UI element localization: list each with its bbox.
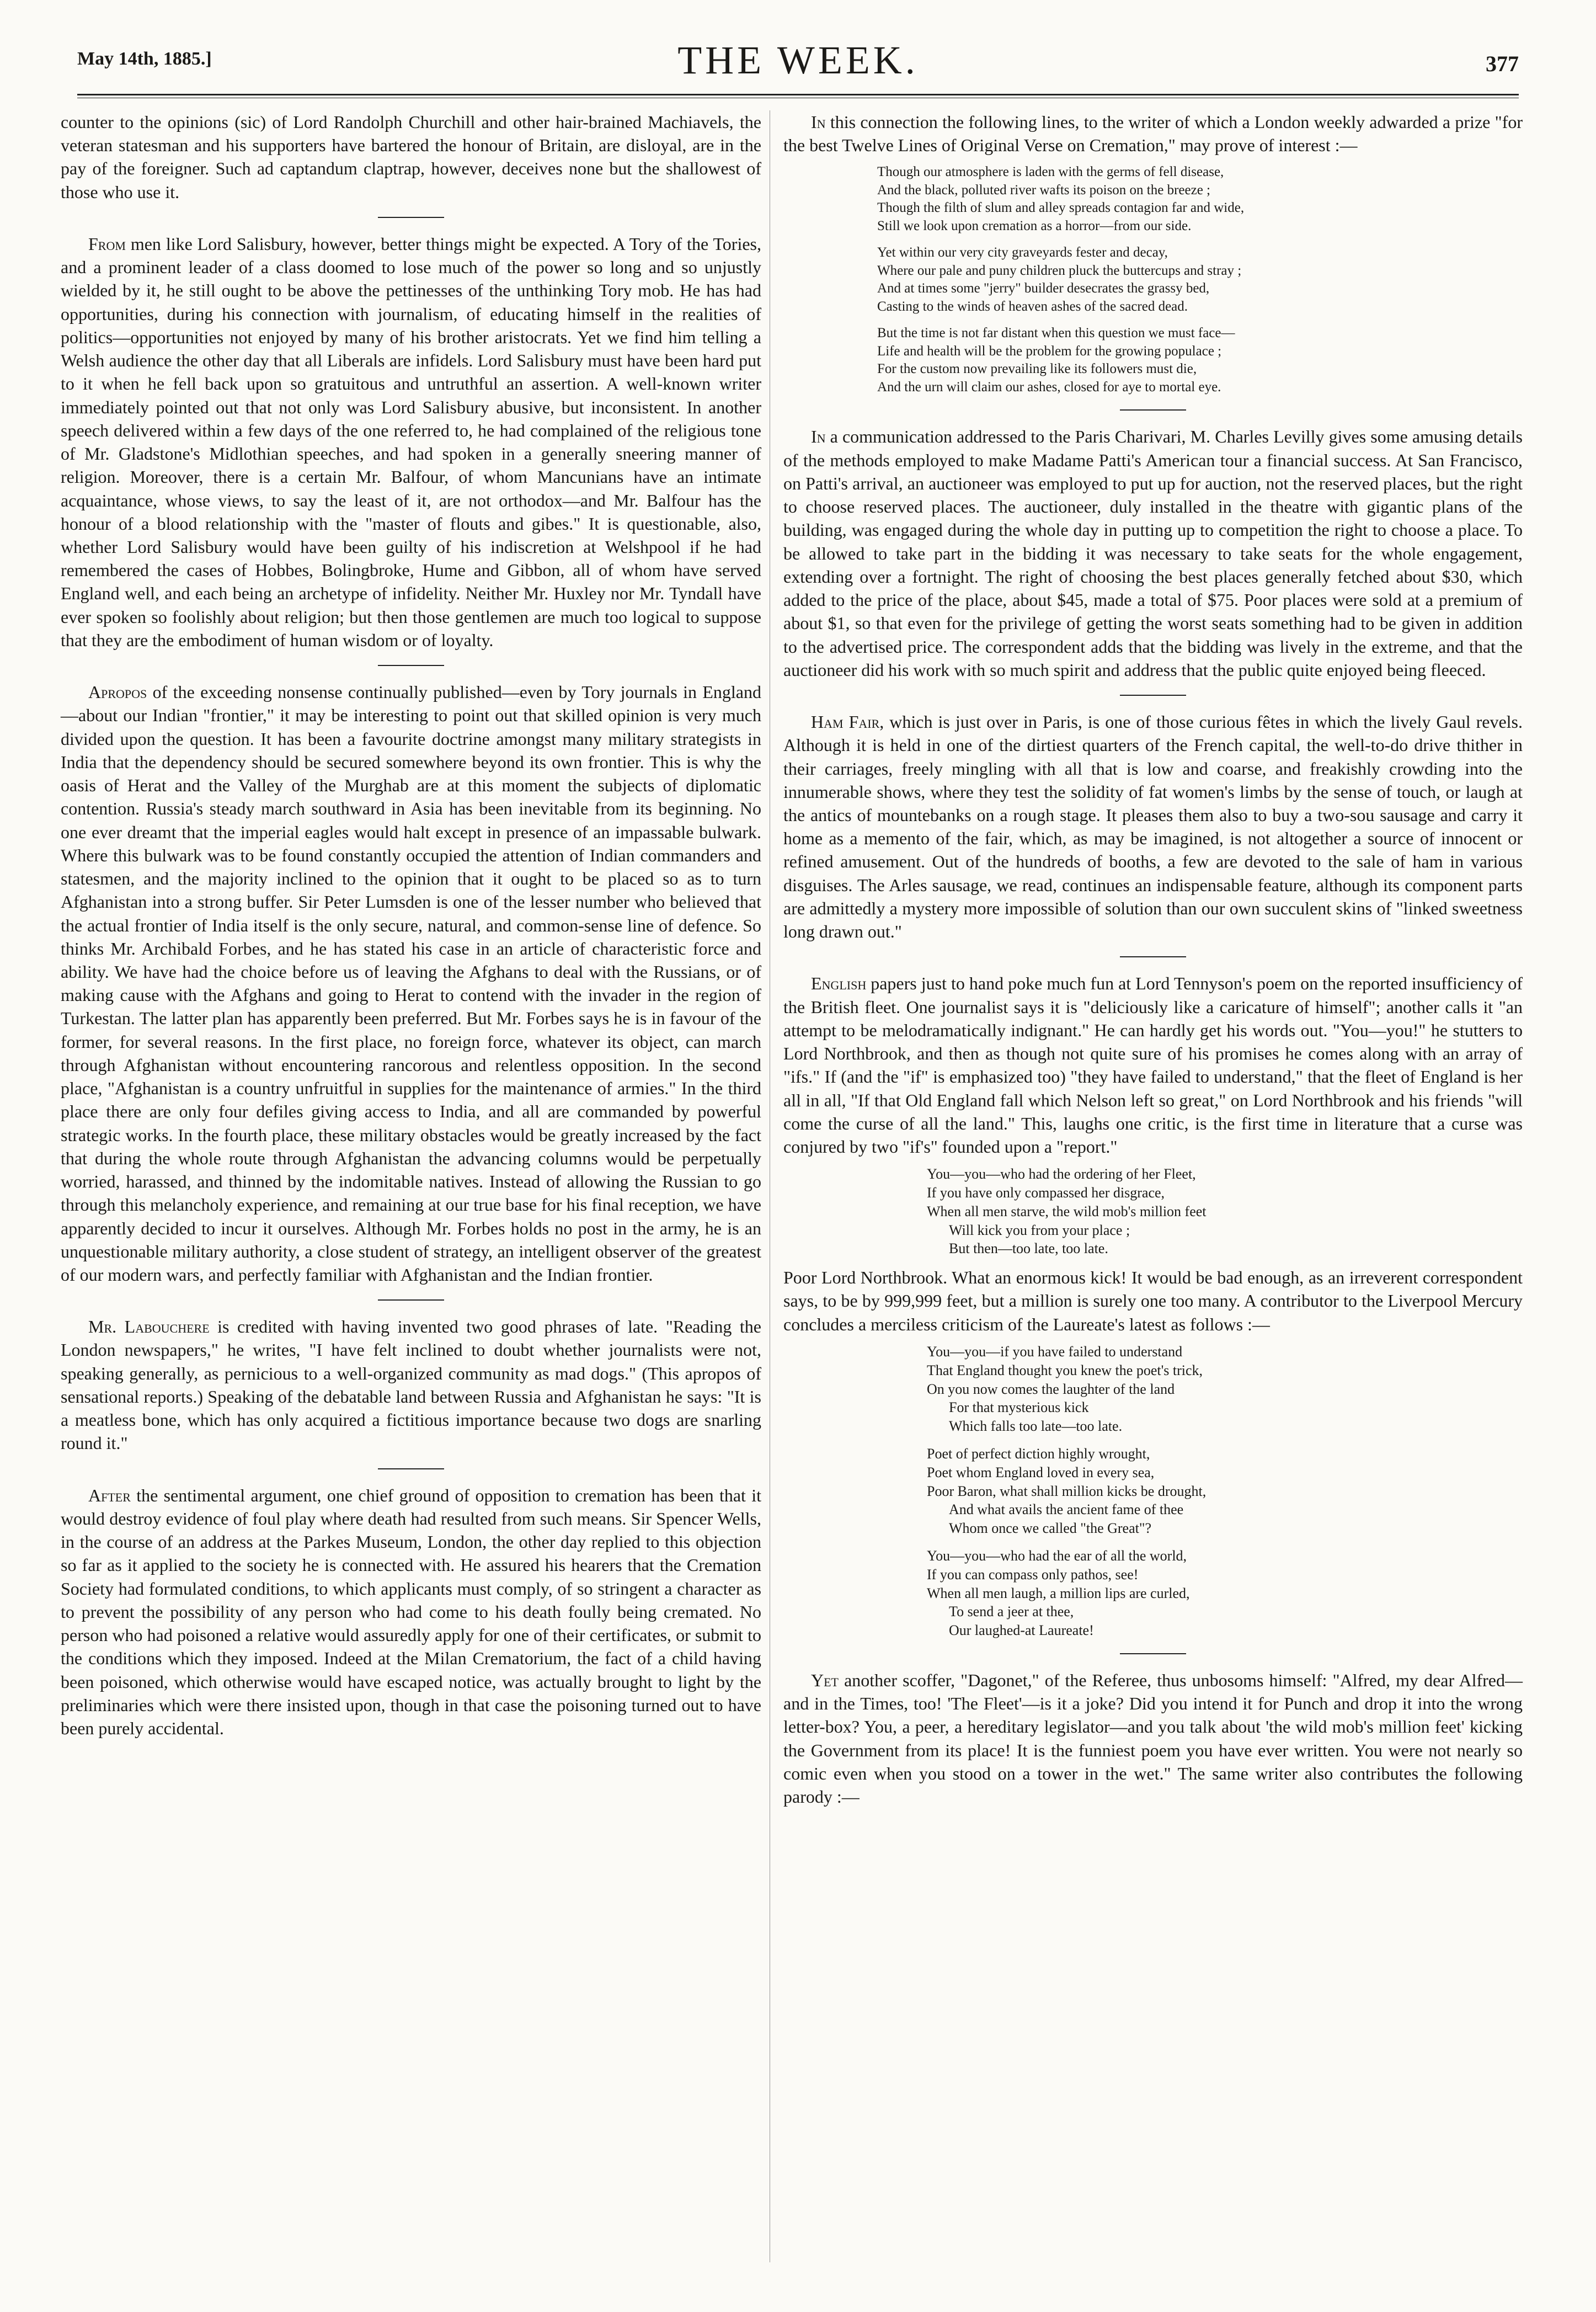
poem-line: When all men starve, the wild mob's million feet [927,1203,1207,1219]
lead-word: In [811,112,826,132]
page-number: 377 [1486,51,1519,76]
article-ham-fair [783,710,1523,943]
poem-line: On you now comes the laughter of the land [927,1381,1175,1397]
lead-word: Yet [811,1670,839,1690]
poem-stanza [927,1547,1523,1640]
article-body: of the exceeding nonsense continually published—even by Tory journals in England—about our Indian "frontier," it may be interesting to point out that skilled opinion is very much divided upon the question. It has been a favourite doctrine amongst many military strategists in India that the dependency should be secured somewhere beyond its own frontier. This is why the oasis of Herat and the Valley of the Murghab are at this moment the subjects of diplomatic contention. Russia's steady march southward in Asia has been inevitable from its beginning. No one ever dreamt that the imperial eagles would halt except in presence of an impassable bulwark. Where this bulwark was to be found constantly occupied the attention of Indian commanders and statesmen, and the majority inclined to the opinion that it ought to be placed so as to turn Afghanistan into a strong buffer. Sir Peter Lumsden is one of the lesser number who believed that the actual frontier of India itself is the only secure, natural, and common-sense line of defence. So thinks Mr. Archibald Forbes, and he has stated his case in an article of characteristic force and ability. We have had the choice before us of leaving the Afghans to deal with the Russians, or of making cause with the Afghans and going to Herat to contend with the invader in the region of Turkestan. The latter plan has apparently been preferred. But Mr. Forbes says he is in favour of the former, for several reasons. In the first place, no foreign force, whatever its object, can march through Afghanistan without encountering rancorous and relentless opposition. In the second place, "Afghanistan is a country unfruitful in supplies for the maintenance of armies." In the third place there are only four defiles giving access to India, and all are commanded by powerful strategic works. In the fourth place, these military obstacles would be greatly increased by the fact that during the whole route through Afghanistan the advancing columns would be perpetually worried, harassed, and thinned by the indomitable natives. Instead of allowing the Russian to go through this melancholy experience, and remaining at our true base for his final reception, we have apparently decided to incur it ourselves. Although Mr. Forbes holds no post in the army, he is an unquestionable military authority, a close student of strategy, an intelligent observer of the greatest of our modern wars, and perfectly familiar with Afghanistan and the Indian frontier. [61,682,761,1285]
lead-word: English [811,973,867,994]
article-body: is credited with having invented two good phrases of late. "Reading the London newspapers," he writes, "I have felt inclined to doubt whether journalists were not, speaking generally, as pernicious to a well-organized community as mad dogs." (This apropos of sensational reports.) Speaking of the debatable land between Russia and Afghanistan he says: "It is a meatless bone, which has only acquired a fictitious importance because two dogs are snarling round it." [61,1317,761,1453]
article-continuation: counter to the opinions (sic) of Lord Randolph Churchill and other hair-brained Machiavels, the veteran statesman and his supporters have bartered the honour of Britain, are disloyal, are in the pay of the foreigner. Such ad captandum claptrap, however, deceives none but the shallowest of those who use it. [61,112,761,202]
section-separator [378,665,444,666]
poem-line: If you have only compassed her disgrace, [927,1185,1165,1201]
poem-line: And what avails the ancient fame of thee [949,1501,1184,1518]
article-dagonet [783,1669,1523,1808]
right-column [783,110,1523,1815]
lead-word: Mr. Labouchere [88,1317,210,1337]
article-body: papers just to hand poke much fun at Lord Tennyson's poem on the reported insufficiency of the British fleet. One journalist says it is "deliciously like a caricature of himself"; another calls it "an attempt to be melodramatically indignant." He can hardly get his words out. "You—you!" he stutters to Lord Northbrook, and then as though not quite sure of his promises he comes along with an array of "ifs." If (and the "if" is emphasized too) "they have failed to understand," that the fleet of England is her all in all, "If that Old England fall which Nelson left so great," on Lord Northbrook and his friends "will come the curse of all the land." This, laughs one critic, is the first time in literature that a curse was conjured by two "if's" founded upon a "report." [783,973,1523,1157]
poem-line: And the black, polluted river wafts its poison on the breeze ; [877,182,1211,198]
poem-stanza [927,1445,1523,1538]
poem-line: But the time is not far distant when this question we must face— [877,326,1235,341]
poem-line: Our laughed-at Laureate! [949,1622,1094,1639]
poem-line: That England thought you knew the poet's trick, [927,1362,1203,1378]
article-frontier [61,680,761,1286]
poem-line: Poor Baron, what shall million kicks be drought, [927,1483,1207,1499]
header-rule [77,94,1519,98]
poem-line: When all men laugh, a million lips are curled, [927,1585,1190,1601]
poem-line: Yet within our very city graveyards fester and decay, [877,245,1168,260]
article-body: men like Lord Salisbury, however, better things might be expected. A Tory of the Tories, and a prominent leader of a class doomed to lose much of the power so long and so unjustly wielded by it, he still ought to be above the pettinesses of the unthinking Tory mob. He has had opportunities, during his connection with journalism, of educating himself in the realities of politics—opportunities not enjoyed by many of his brother aristocrats. Yet we find him telling a Welsh audience the other day that all Liberals are infidels. Lord Salisbury must have been hard put to it when he fell back upon so gratuitous and untruthful an assertion. A well-known writer immediately pointed out that not only was Lord Salisbury abusive, but inconsistent. In another speech delivered within a few days of the one referred to, he had complained of the religious tone of Mr. Gladstone's Midlothian speeches, and had spoken in a generally sneering manner of religion. Moreover, there is a certain Mr. Balfour, of whom Mancunians have an intimate acquaintance, whose views, to say the least of it, are not orthodox—and Mr. Balfour has the honour of a blood relationship with the "master of flouts and gibes." It is questionable, also, whether Lord Salisbury would have been guilty of his indiscretion at Welshpool if he had remembered the cases of Hobbes, Bolingbroke, Hume and Gibbon, all of whom have served England well, and each being an archetype of infidelity. Neither Mr. Huxley nor Mr. Tyndall have ever spoken so foolishly about religion; but then those gentlemen are much too logical to suppose that they are the embodiment of human wisdom or of loyalty. [61,233,761,650]
lead-word: After [88,1485,131,1505]
poem-stanza [927,1343,1523,1436]
poem-line: Poet whom England loved in every sea, [927,1464,1155,1480]
lead-word: In [811,427,826,447]
section-separator [1120,1653,1186,1654]
poem-stanza [877,244,1523,316]
article-body: which is just over in Paris, is one of those curious fêtes in which the lively Gaul revels. Although it is held in one of the dirtiest quarters of the French capital, the well-to-do drive thither in their carriages, freely mingling with all that is low and coarse, and freakishly crowding into the innumerable shows, where they test the solidity of fat women's limbs by the sense of touch, or laugh at the antics of mountebanks on a rough stage. It pleases them also to buy a two-sou sausage and carry it home as a memento of the fair, which, as may be imagined, is not altogether a source of innocent or refined amusement. Out of the hundreds of booths, a few are devoted to the sale of ham in various disguises. The Arles sausage, we read, continues an indispensable feature, although its component parts are admittedly a mystery more impossible of solution than our own succulent skins of "linked sweetness long drawn out." [783,712,1523,942]
poem-line: For that mysterious kick [949,1399,1089,1416]
poem-line: And the urn will claim our ashes, closed for aye to mortal eye. [877,379,1221,395]
poem-line: Will kick you from your place ; [949,1222,1130,1238]
section-separator [1120,956,1186,957]
poem-stanza [877,324,1523,396]
article-labouchere [61,1315,761,1455]
poem-line: Casting to the winds of heaven ashes of the sacred dead. [877,299,1188,314]
article-cremation [61,1484,761,1740]
article-salisbury [61,232,761,652]
section-separator [378,1468,444,1469]
section-separator [1120,695,1186,696]
section-separator [1120,409,1186,411]
poem-line: You—you—if you have failed to understand [927,1343,1183,1360]
lead-word: Ham Fair, [811,712,884,732]
poem-line: Poet of perfect diction highly wrought, [927,1445,1150,1462]
article-patti [783,425,1523,681]
poem-line: Life and health will be the problem for the growing populace ; [877,343,1222,359]
poem-line: Where our pale and puny children pluck the buttercups and stray ; [877,263,1242,278]
poem-line: But then—too late, too late. [949,1240,1108,1257]
poem-line: For the custom now prevailing like its followers must die, [877,361,1197,377]
lead-word: From [88,233,126,254]
left-column [61,110,761,1746]
poem-line: You—you—who had the ear of all the world, [927,1547,1187,1564]
article-tennyson [783,972,1523,1158]
poem-line: Though the filth of slum and alley spreads contagion far and wide, [877,200,1245,216]
masthead-title: THE WEEK. [677,38,919,82]
fleet-poem-quote [927,1165,1523,1258]
article-body: a communication addressed to the Paris Charivari, M. Charles Levilly gives some amusing details of the methods employed to make Madame Patti's American tour a financial success. At San Francisco, on Patti's arrival, an auctioneer was employed to put up for auction, not the reserved places, but the right to choose reserved places. The auctioneer, duly installed in the theatre with gigantic plans of the building, was engaged during the whole day in putting up to competition the right to choose a place. To be allowed to take part in the bidding it was necessary to take seats for the whole engagement, extending over a fortnight. The right of choosing the best places generally fetched about $30, which added to the price of the place, about $45, made a total of $75. Poor places were sold at a premium of about $1, so that even for the privilege of getting the worst seats something had to be given in addition to the advertised price. The correspondent adds that the bidding was lively in the extreme, and that the auctioneer did his work with so much spirit and address that the public quite enjoyed being fleeced. [783,427,1523,680]
article-body: the sentimental argument, one chief ground of opposition to cremation has been that it would destroy evidence of foul play where death had resulted from such means. Sir Spencer Wells, in the course of an address at the Parkes Museum, London, the other day replied to this objection so far as it applied to the society he is connected with. He assured his hearers that the Cremation Society had formulated conditions, to which applicants must comply, of so stringent a character as to prevent the possibility of any person who had come to his death foully being cremated. No person who had poisoned a relative would assuredly apply for one of their certificates, or submit to the conditions which they imposed. Indeed at the Milan Crematorium, the fact of a child having been poisoned, which otherwise would have escaped notice, was actually brought to light by the preliminaries which were there insisted upon, though in that case the poisoning turned out to have been purely accidental. [61,1485,761,1738]
poem-stanza [877,163,1523,235]
poem-line: If you can compass only pathos, see! [927,1566,1139,1583]
poem-line: Which falls too late—too late. [949,1418,1123,1435]
article-cremation-verse-intro [783,110,1523,157]
issue-date: May 14th, 1885.] [77,49,212,69]
mercury-parody [927,1343,1523,1640]
poem-line: You—you—who had the ordering of her Fleet, [927,1166,1196,1182]
cremation-poem [877,163,1523,396]
poem-line: And at times some "jerry" builder desecrates the grassy bed, [877,281,1210,296]
section-separator [378,217,444,218]
article-body: this connection the following lines, to the writer of which a London weekly adwarded a prize "for the best Twelve Lines of Original Verse on Cremation," may prove of interest :— [783,112,1523,156]
article-northbrook: Poor Lord Northbrook. What an enormous kick! It would be bad enough, as an irreverent correspondent says, to be by 999,999 feet, but a million is surely one too many. A contributor to the Liverpool Mercury concludes a merciless criticism of the Laureate's latest as follows :— [783,1267,1523,1334]
lead-word: Apropos [88,682,147,702]
section-separator [378,1299,444,1301]
poem-line: Though our atmosphere is laden with the germs of fell disease, [877,164,1224,180]
poem-line: Still we look upon cremation as a horror—from our side. [877,218,1192,233]
poem-line: Whom once we called "the Great"? [949,1520,1151,1537]
poem-line: To send a jeer at thee, [949,1604,1074,1620]
article-body: another scoffer, "Dagonet," of the Referee, thus unbosoms himself: "Alfred, my dear Alfred—and in the Times, too! 'The Fleet'—is it a joke? Did you intend it for Punch and drop it into the wrong letter-box? You, a peer, a hereditary legislator—and you talk about 'the wild mob's million feet' kicking the Government from its place! It is the funniest poem you have ever written. You were not nearly so comic even when you stood on a tower in the wet." The same writer also contributes the following parody :— [783,1670,1523,1807]
page-header [77,32,1519,98]
